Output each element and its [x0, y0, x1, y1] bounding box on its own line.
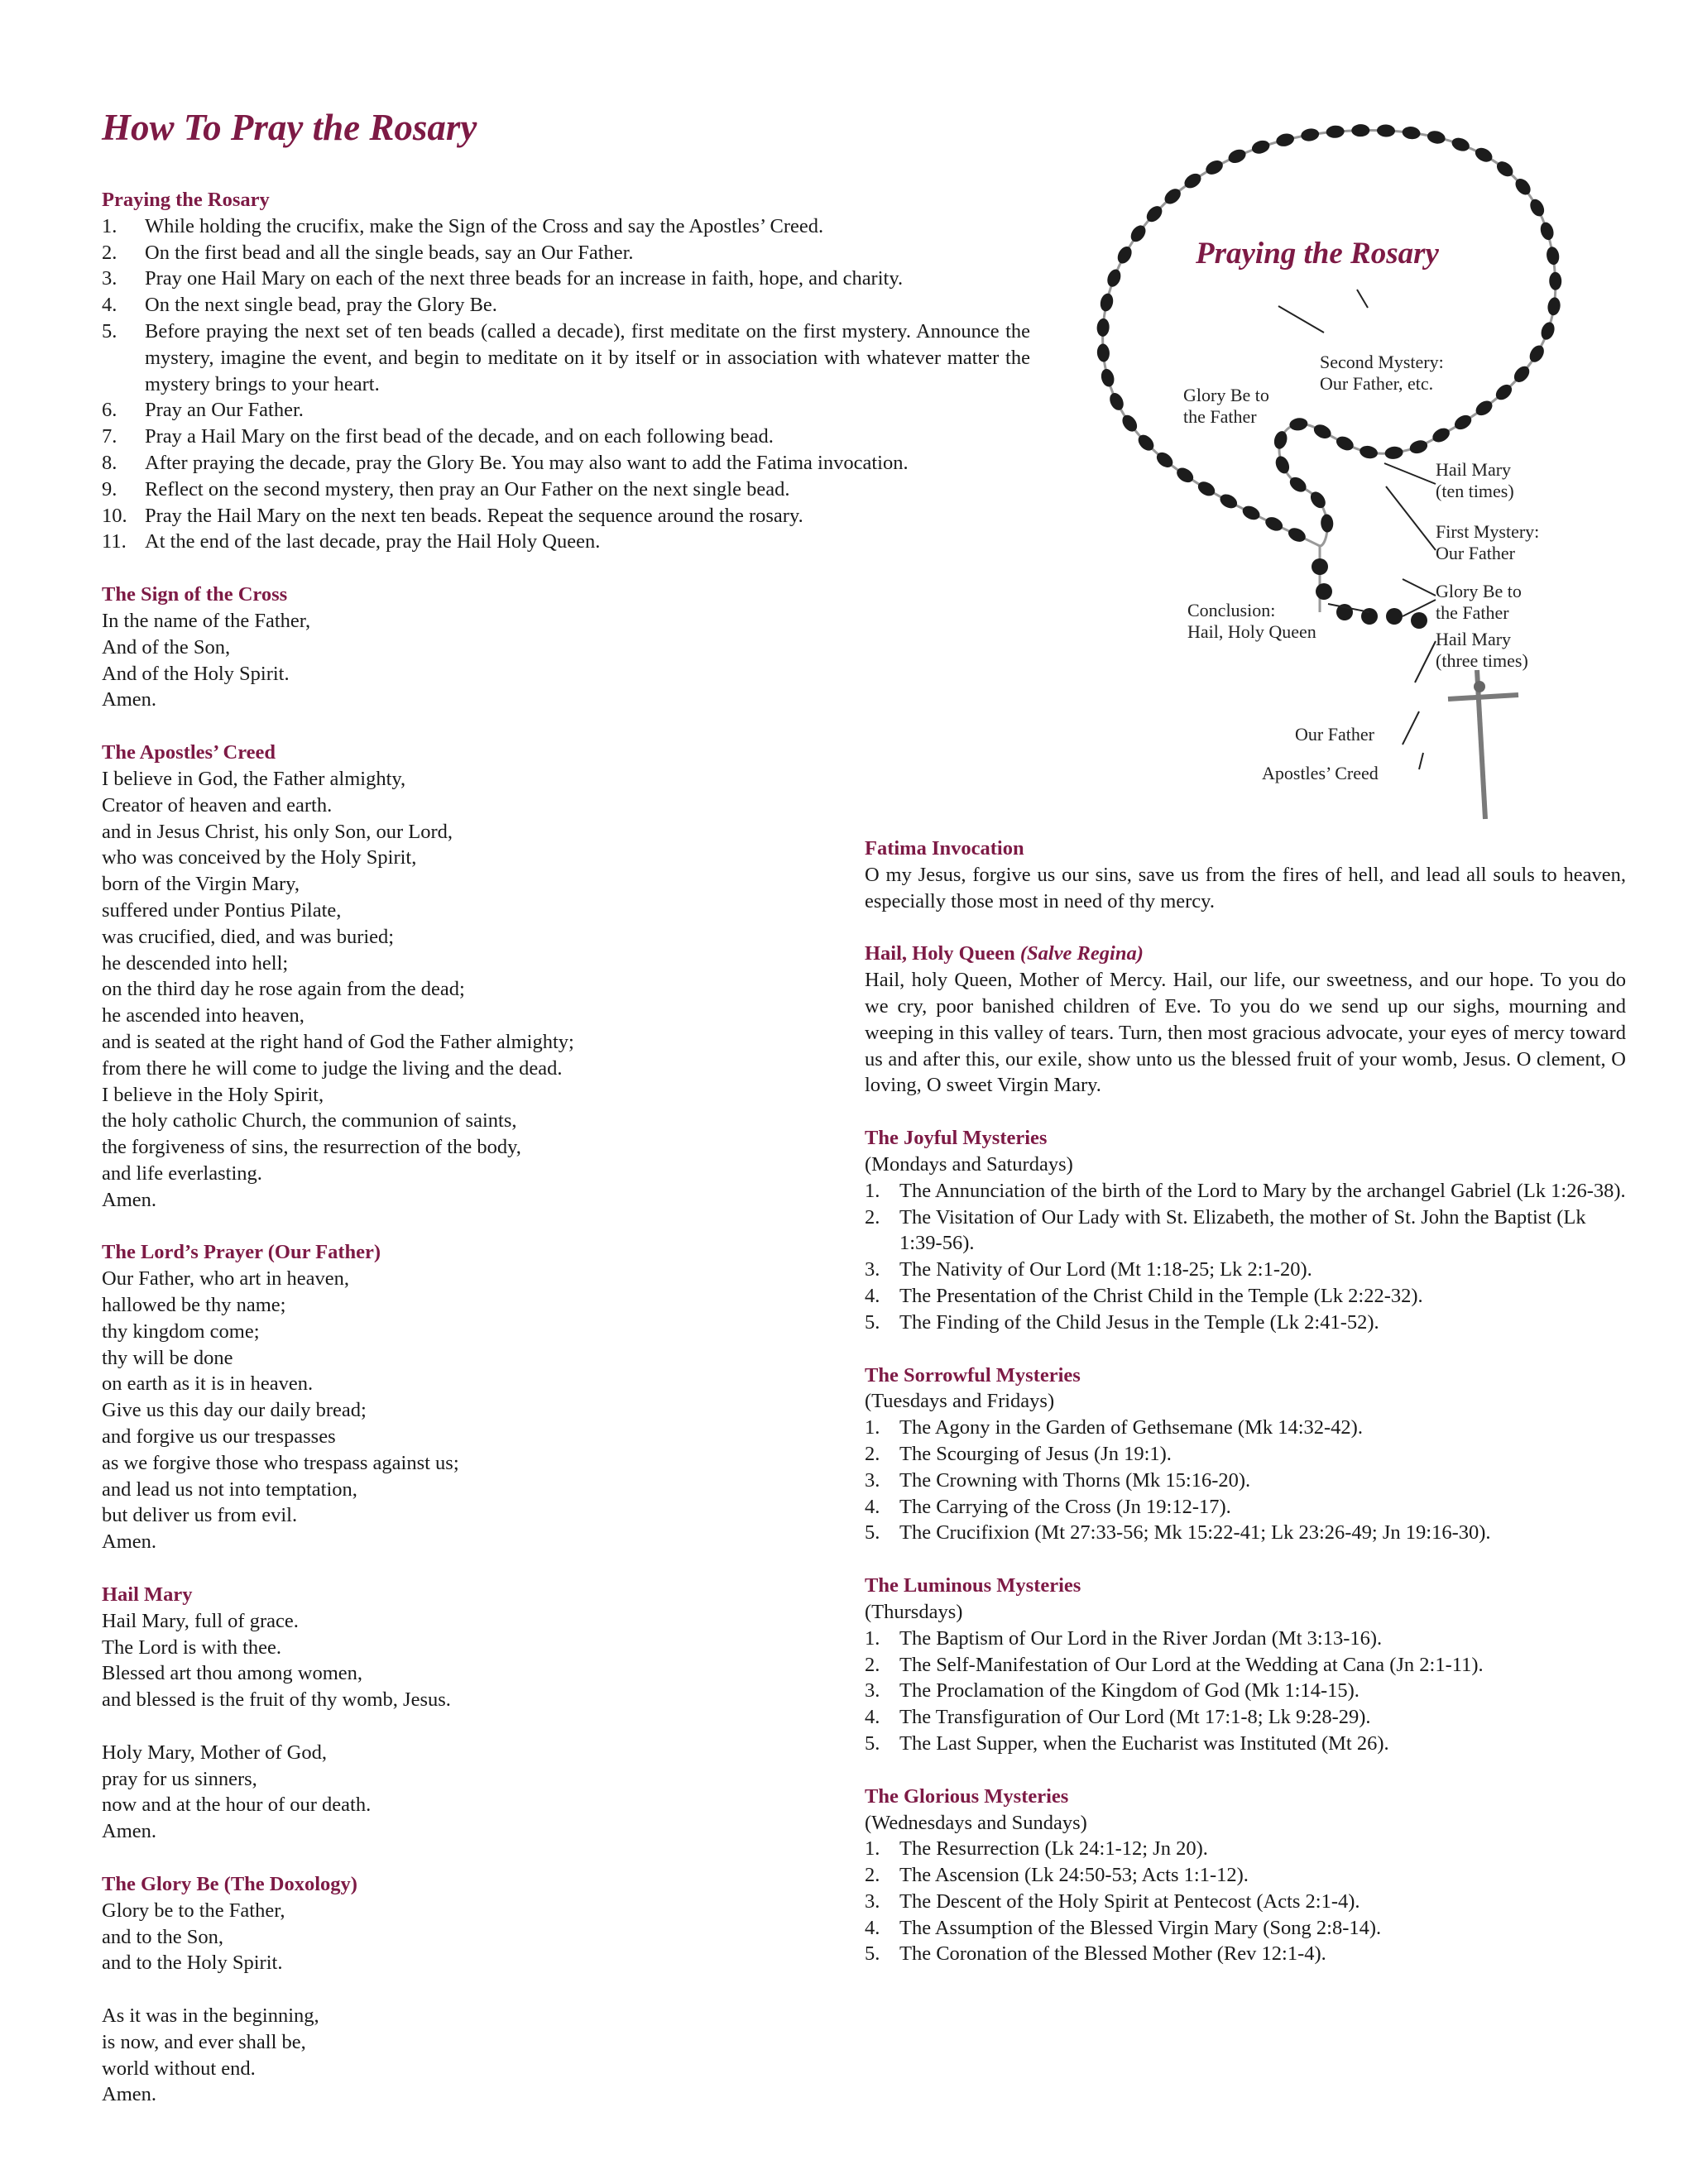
prayer-line: and in Jesus Christ, his only Son, our Lord,	[102, 820, 453, 843]
prayer-line: suffered under Pontius Pilate,	[102, 898, 342, 922]
glorious-days: (Wednesdays and Sundays)	[865, 1811, 1087, 1834]
prayer-line: hallowed be thy name;	[102, 1294, 286, 1317]
prayer-line: Holy Mary, Mother of God,	[102, 1741, 327, 1764]
rosary-bead	[1096, 318, 1110, 337]
rosary-bead	[1450, 136, 1471, 154]
list-item	[865, 1283, 1626, 1310]
prayer-line: was crucified, died, and was buried;	[102, 925, 395, 948]
rosary-bead	[1386, 608, 1403, 625]
sorrowful-heading: The Sorrowful Mysteries	[865, 1363, 1081, 1387]
sorrowful-list	[865, 1415, 1626, 1546]
prayer-line: he descended into hell;	[102, 951, 289, 975]
prayer-line: born of the Virgin Mary,	[102, 873, 300, 896]
item-text: Before praying the next set of ten beads (called a decade), first meditate on the first mystery. Announce the mystery, imagine the event, and begin to meditate on it by itself or in association with whatever matter the mystery brings to your heart.	[145, 319, 1030, 395]
rosary-bead	[1100, 367, 1116, 388]
rosary-bead	[1430, 425, 1452, 445]
rosary-bead	[1107, 390, 1126, 412]
conclusion-label: Conclusion: Hail, Holy Queen	[1187, 600, 1316, 642]
rosary-bead	[1408, 438, 1430, 456]
item-text: On the first bead and all the single beads, say an Our Father.	[145, 241, 634, 264]
item-number: 1.	[102, 214, 117, 237]
item-number: 6.	[102, 399, 117, 422]
rosary-bead	[1539, 320, 1557, 342]
prayer-line: from there he will come to judge the living and the dead.	[102, 1056, 563, 1080]
item-text: The Ascension (Lk 24:50-53; Acts 1:1-12).	[899, 1864, 1249, 1887]
item-number: 5.	[865, 1942, 880, 1966]
first-mystery-label: First Mystery: Our Father	[1436, 521, 1540, 563]
item-number: 4.	[865, 1706, 880, 1729]
list-item	[102, 240, 1062, 266]
item-text: The Coronation of the Blessed Mother (Rev 12:1-4).	[899, 1942, 1326, 1966]
rosary-bead	[1549, 272, 1562, 290]
prayer-line: and blessed is the fruit of thy womb, Jesus.	[102, 1688, 451, 1712]
rosary-bead	[1473, 145, 1495, 165]
list-item	[102, 424, 1062, 450]
item-number: 3.	[865, 1258, 880, 1281]
prayer-line: And of the Holy Spirit.	[102, 662, 290, 685]
rosary-bead	[1359, 444, 1379, 460]
prayer-line: but deliver us from evil.	[102, 1504, 298, 1527]
apostles-creed-label: Apostles’ Creed	[1262, 763, 1379, 783]
rosary-bead	[1099, 292, 1115, 313]
hail-mary-three-label: Hail Mary (three times)	[1436, 629, 1528, 671]
item-number: 1.	[865, 1626, 880, 1650]
list-item	[865, 1915, 1626, 1942]
rosary-bead	[1250, 138, 1272, 156]
item-number: 9.	[102, 477, 117, 500]
joyful-list	[865, 1178, 1626, 1336]
rosary-bead	[1273, 429, 1289, 450]
rosary-bead	[1218, 491, 1240, 511]
luminous-heading: The Luminous Mysteries	[865, 1574, 1081, 1597]
prayer-line: I believe in God, the Father almighty,	[102, 767, 406, 790]
sorrowful-days: (Tuesdays and Fridays)	[865, 1390, 1055, 1413]
glorious-list	[865, 1836, 1626, 1967]
rosary-bead	[1174, 465, 1196, 486]
praying-steps-list	[102, 213, 1062, 555]
apostles-creed-heading: The Apostles’ Creed	[102, 741, 276, 764]
list-item	[865, 1494, 1626, 1521]
rosary-diagram	[1072, 116, 1601, 836]
diagram-title: Praying the Rosary	[1196, 237, 1439, 271]
list-item	[865, 1731, 1626, 1757]
item-number: 8.	[102, 451, 117, 474]
prayer-line: Our Father, who art in heaven,	[102, 1267, 350, 1291]
list-item	[865, 1520, 1626, 1546]
prayer-line: Amen.	[102, 1820, 156, 1843]
fatima-heading: Fatima Invocation	[865, 837, 1024, 860]
luminous-list	[865, 1626, 1626, 1757]
item-number: 4.	[102, 294, 117, 317]
list-item	[865, 1441, 1626, 1468]
list-item	[865, 1415, 1626, 1441]
prayer-line: and forgive us our trespasses	[102, 1425, 336, 1449]
item-number: 3.	[865, 1889, 880, 1913]
prayer-line: and to the Holy Spirit.	[102, 1952, 283, 1975]
prayer-line: Amen.	[102, 2083, 156, 2106]
item-text: The Presentation of the Christ Child in the Temple (Lk 2:22-32).	[899, 1284, 1423, 1307]
item-number: 11.	[102, 530, 127, 553]
item-text: The Scourging of Jesus (Jn 19:1).	[899, 1442, 1172, 1465]
rosary-bead	[1300, 127, 1320, 142]
sign-of-cross-heading: The Sign of the Cross	[102, 583, 288, 606]
item-number: 4.	[865, 1284, 880, 1307]
list-item	[102, 529, 1062, 555]
prayer-line: pray for us sinners,	[102, 1767, 257, 1790]
item-number: 2.	[102, 241, 117, 264]
prayer-line: In the name of the Father,	[102, 609, 311, 632]
rosary-bead	[1226, 147, 1248, 166]
prayer-line: I believe in the Holy Spirit,	[102, 1083, 324, 1106]
list-item	[865, 1836, 1626, 1862]
fatima-text: O my Jesus, forgive us our sins, save us from the fires of hell, and lead all souls to heaven, especially those most in need of thy mercy.	[865, 863, 1626, 912]
item-number: 7.	[102, 425, 117, 448]
rosary-bead	[1096, 343, 1110, 362]
prayer-line: thy will be done	[102, 1346, 233, 1369]
joyful-heading: The Joyful Mysteries	[865, 1127, 1048, 1150]
hail-holy-queen-title: Hail, Holy Queen	[865, 942, 1015, 965]
our-father-label: Our Father	[1295, 724, 1374, 745]
prayer-stanza	[102, 2003, 1062, 2108]
item-text: The Transfiguration of Our Lord (Mt 17:1-8; Lk 9:28-29).	[899, 1706, 1371, 1729]
prayer-line: Glory be to the Father,	[102, 1899, 285, 1922]
list-item	[102, 477, 1062, 503]
rosary-bead	[1288, 417, 1308, 432]
prayer-line: Amen.	[102, 1188, 156, 1211]
luminous-days: (Thursdays)	[865, 1600, 963, 1623]
item-number: 5.	[865, 1310, 880, 1334]
prayer-line: world without end.	[102, 2057, 256, 2080]
list-item	[865, 1941, 1626, 1967]
glory-be-heading: The Glory Be (The Doxology)	[102, 1873, 357, 1896]
prayer-line: And of the Son,	[102, 635, 231, 659]
hail-mary-ten-label: Hail Mary (ten times)	[1436, 459, 1514, 501]
rosary-bead	[1351, 124, 1369, 136]
prayer-line: on the third day he rose again from the dead;	[102, 978, 465, 1001]
prayer-line: the holy catholic Church, the communion of saints,	[102, 1109, 517, 1133]
glorious-heading: The Glorious Mysteries	[865, 1784, 1069, 1808]
prayer-line: Creator of heaven and earth.	[102, 793, 333, 817]
item-text: Pray one Hail Mary on each of the next three beads for an increase in faith, hope, and charity.	[145, 267, 904, 290]
item-text: Pray an Our Father.	[145, 399, 304, 422]
rosary-bead	[1452, 412, 1475, 432]
prayer-line: Give us this day our daily bread;	[102, 1399, 367, 1422]
item-number: 5.	[865, 1521, 880, 1545]
rosary-bead	[1203, 158, 1225, 178]
rosary-bead	[1547, 296, 1561, 316]
item-text: While holding the crucifix, make the Sign of the Cross and say the Apostles’ Creed.	[145, 214, 824, 237]
luminous-section	[865, 1573, 1626, 1757]
item-number: 2.	[865, 1653, 880, 1676]
prayer-line: who was conceived by the Holy Spirit,	[102, 846, 417, 869]
prayer-line: and to the Son,	[102, 1925, 223, 1948]
rosary-bead	[1115, 244, 1134, 266]
item-text: The Descent of the Holy Spirit at Pentecost (Acts 2:1-4).	[899, 1889, 1360, 1913]
rosary-bead	[1312, 558, 1328, 575]
item-number: 5.	[865, 1731, 880, 1755]
item-number: 4.	[865, 1495, 880, 1518]
hail-holy-queen-section	[865, 941, 1626, 1099]
sign-of-cross-section	[102, 582, 1062, 713]
item-number: 5.	[102, 319, 117, 342]
list-item	[102, 503, 1062, 529]
list-item	[865, 1310, 1626, 1336]
prayer-line: as we forgive those who trespass against us;	[102, 1451, 459, 1474]
prayer-line: on earth as it is in heaven.	[102, 1372, 314, 1396]
item-text: Reflect on the second mystery, then pray an Our Father on the next single bead.	[145, 477, 790, 500]
rosary-bead	[1321, 514, 1334, 533]
joyful-section	[865, 1125, 1626, 1335]
item-number: 2.	[865, 1442, 880, 1465]
item-number: 2.	[865, 1864, 880, 1887]
item-number: 10.	[102, 504, 127, 527]
item-text: The Proclamation of the Kingdom of God (Mk 1:14-15).	[899, 1679, 1360, 1703]
right-column	[865, 836, 1626, 1994]
item-text: The Nativity of Our Lord (Mt 1:18-25; Lk 2:1-20).	[899, 1258, 1312, 1281]
list-item	[865, 1889, 1626, 1915]
prayer-line: he ascended into heaven,	[102, 1004, 305, 1027]
rosary-bead	[1411, 612, 1427, 629]
list-item	[865, 1678, 1626, 1704]
rosary-bead	[1240, 503, 1262, 522]
rosary-bead	[1527, 342, 1547, 365]
list-item	[865, 1626, 1626, 1652]
item-number: 4.	[865, 1916, 880, 1939]
rosary-bead	[1402, 126, 1422, 141]
list-item	[865, 1205, 1626, 1257]
prayer-line: and is seated at the right hand of God the Father almighty;	[102, 1030, 574, 1053]
joyful-days: (Mondays and Saturdays)	[865, 1152, 1073, 1176]
glorious-section	[865, 1784, 1626, 1968]
prayer-line: thy kingdom come;	[102, 1320, 260, 1343]
list-item	[865, 1257, 1626, 1283]
item-text: The Resurrection (Lk 24:1-12; Jn 20).	[899, 1837, 1208, 1861]
glory-be-bottom-label: Glory Be to the Father	[1436, 581, 1522, 623]
rosary-bead	[1334, 433, 1355, 453]
item-text: The Baptism of Our Lord in the River Jordan (Mt 3:13-16).	[899, 1626, 1383, 1650]
item-number: 1.	[865, 1416, 880, 1439]
prayer-line: Amen.	[102, 688, 156, 711]
item-text: The Visitation of Our Lady with St. Elizabeth, the mother of St. John the Baptist (Lk 1:39-56).	[899, 1205, 1586, 1255]
prayer-line: Amen.	[102, 1530, 156, 1554]
rosary-bead	[1316, 583, 1332, 600]
rosary-bead	[1196, 479, 1218, 499]
list-item	[865, 1862, 1626, 1889]
glory-be-top-label: Glory Be to the Father	[1183, 385, 1269, 427]
item-number: 1.	[865, 1837, 880, 1861]
hail-holy-queen-subtitle: (Salve Regina)	[1019, 942, 1144, 965]
rosary-bead	[1105, 267, 1123, 289]
page-title: How To Pray the Rosary	[102, 107, 477, 148]
praying-heading: Praying the Rosary	[102, 189, 270, 211]
prayer-line: the forgiveness of sins, the resurrection of the body,	[102, 1136, 521, 1159]
hail-holy-queen-heading	[865, 941, 1626, 967]
hail-holy-queen-text: Hail, holy Queen, Mother of Mercy. Hail, our life, our sweetness, and our hope. To you do we cry, poor banished children of Eve. To you do we send up our sighs, mourning and weeping in this valley of tears. Turn, then most gracious advocate, your eyes of mercy toward us and after this, our exile, show unto us the blessed fruit of your womb, Jesus. O clement, O loving, O sweet Virgin Mary.	[865, 969, 1626, 1097]
hail-mary-heading: Hail Mary	[102, 1583, 193, 1607]
item-text: The Assumption of the Blessed Virgin Mary (Song 2:8-14).	[899, 1916, 1382, 1939]
prayer-line: As it was in the beginning,	[102, 2004, 319, 2027]
item-number: 3.	[102, 267, 117, 290]
sorrowful-section	[865, 1363, 1626, 1547]
rosary-bead	[1538, 221, 1556, 242]
item-number: 3.	[865, 1468, 880, 1492]
item-text: The Self-Manifestation of Our Lord at the Wedding at Cana (Jn 2:1-11).	[899, 1653, 1484, 1676]
rosary-bead	[1286, 525, 1307, 544]
rosary-bead	[1384, 446, 1404, 461]
item-text: The Crowning with Thorns (Mk 15:16-20).	[899, 1468, 1251, 1492]
prayer-line: and lead us not into temptation,	[102, 1478, 357, 1501]
prayer-line: now and at the hour of our death.	[102, 1794, 372, 1817]
praying-section	[102, 187, 1062, 555]
list-item	[865, 1652, 1626, 1679]
rosary-bead	[1527, 197, 1547, 218]
list-item	[865, 1468, 1626, 1494]
second-mystery-label: Second Mystery: Our Father, etc.	[1320, 352, 1444, 394]
item-text: The Agony in the Garden of Gethsemane (Mk 14:32-42).	[899, 1416, 1363, 1439]
prayer-line: Blessed art thou among women,	[102, 1662, 363, 1685]
list-item	[102, 397, 1062, 424]
item-text: Pray a Hail Mary on the first bead of the decade, and on each following bead.	[145, 425, 774, 448]
item-number: 2.	[865, 1205, 880, 1228]
list-item	[865, 1178, 1626, 1205]
item-text: On the next single bead, pray the Glory Be.	[145, 294, 497, 317]
item-text: The Last Supper, when the Eucharist was Instituted (Mt 26).	[899, 1731, 1389, 1755]
rosary-bead	[1264, 515, 1285, 534]
rosary-bead	[1426, 129, 1446, 146]
rosary-bead	[1275, 132, 1296, 148]
item-number: 1.	[865, 1179, 880, 1202]
rosary-bead	[1546, 246, 1561, 266]
rosary-bead	[1312, 422, 1333, 441]
item-text: The Crucifixion (Mt 27:33-56; Mk 15:22-41; Lk 23:26-49; Jn 19:16-30).	[899, 1521, 1491, 1545]
crucifix-icon	[1448, 670, 1518, 819]
prayer-line: The Lord is with thee.	[102, 1636, 282, 1659]
prayer-line: Hail Mary, full of grace.	[102, 1609, 299, 1632]
item-text: The Annunciation of the birth of the Lord to Mary by the archangel Gabriel (Lk 1:26-38).	[899, 1179, 1626, 1202]
item-number: 3.	[865, 1679, 880, 1703]
prayer-line: is now, and ever shall be,	[102, 2030, 306, 2053]
rosary-bead	[1273, 454, 1292, 476]
list-item	[102, 213, 1062, 240]
rosary-bead	[1326, 125, 1345, 139]
item-text: After praying the decade, pray the Glory Be. You may also want to add the Fatima invocation.	[145, 451, 909, 474]
rosary-bead	[1377, 124, 1396, 137]
list-item	[102, 266, 1062, 292]
list-item	[102, 318, 1030, 397]
list-item	[865, 1704, 1626, 1731]
item-text: The Carrying of the Cross (Jn 19:12-17).	[899, 1495, 1231, 1518]
fatima-section	[865, 836, 1626, 914]
lords-prayer-heading: The Lord’s Prayer (Our Father)	[102, 1241, 381, 1264]
item-text: At the end of the last decade, pray the Hail Holy Queen.	[145, 530, 601, 553]
item-text: Pray the Hail Mary on the next ten beads. Repeat the sequence around the rosary.	[145, 504, 803, 527]
prayer-line: and life everlasting.	[102, 1161, 262, 1185]
item-text: The Finding of the Child Jesus in the Temple (Lk 2:41-52).	[899, 1310, 1379, 1334]
rosary-bead	[1182, 170, 1204, 191]
list-item	[102, 292, 1062, 318]
list-item	[102, 450, 1062, 477]
